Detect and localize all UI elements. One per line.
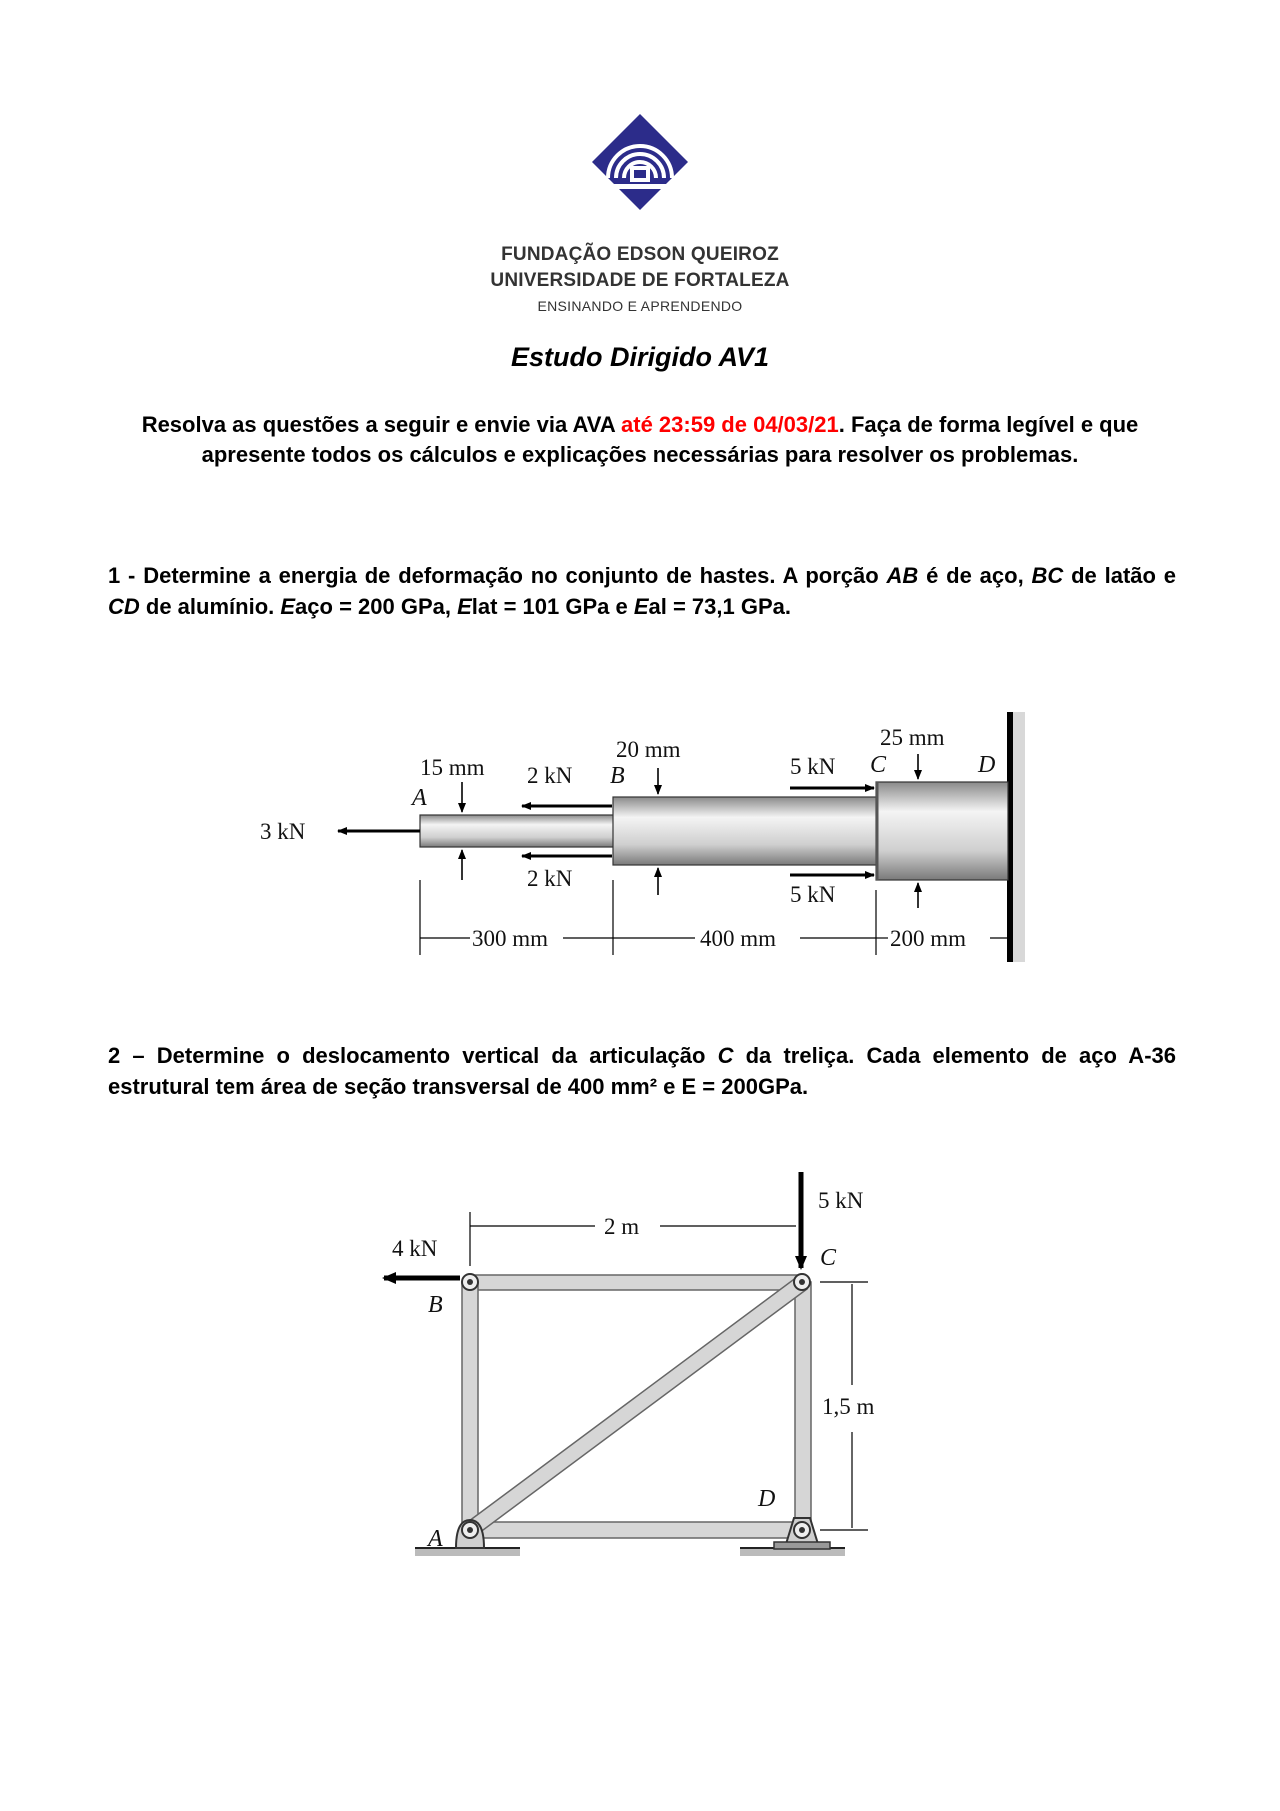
label-point-a: A [428, 1526, 443, 1552]
member-cd [795, 1282, 811, 1530]
rod-ab [420, 815, 615, 847]
q1-text-3: de latão e [1063, 563, 1177, 588]
label-load-b: 4 kN [392, 1236, 438, 1261]
label-d-cd: 25 mm [880, 725, 945, 750]
university-logo [590, 112, 690, 232]
question-2 [108, 1040, 1176, 1102]
org-line-2: UNIVERSIDADE DE FORTALEZA [490, 270, 790, 291]
label-load-a: 3 kN [260, 819, 306, 844]
label-load-c-top: 5 kN [790, 754, 836, 779]
label-point-a: A [412, 785, 427, 811]
member-ad [470, 1522, 802, 1538]
member-ab [462, 1282, 478, 1530]
member-bc [470, 1275, 802, 1290]
org-line-1: FUNDAÇÃO EDSON QUEIROZ [501, 244, 779, 265]
instructions-part1: Resolva as questões a seguir e envie via AVA [141, 412, 622, 437]
deadline: até 23:59 de 04/03/21 [621, 412, 839, 437]
q1-e3: E [633, 594, 649, 619]
label-width: 2 m [604, 1214, 640, 1239]
rod-cd [876, 782, 1008, 880]
label-len-ab: 300 mm [472, 926, 549, 951]
figure-1-rod-assembly [250, 700, 1040, 980]
q1-text-4: de alumínio. [139, 594, 281, 619]
q1-text-5: aço = 200 GPa, [295, 594, 458, 619]
q1-e2: E [457, 594, 472, 619]
label-d-ab: 15 mm [420, 755, 485, 780]
label-load-c-bottom: 5 kN [790, 882, 836, 907]
q1-ab: AB [886, 563, 919, 588]
q1-text-1: 1 - Determine a energia de deformação no conjunto de hastes. A porção [108, 563, 887, 588]
label-point-b: B [428, 1292, 443, 1318]
label-load-c: 5 kN [818, 1188, 864, 1213]
q1-text-7: al = 73,1 GPa. [648, 594, 791, 619]
label-point-c: C [820, 1245, 837, 1271]
label-d-bc: 20 mm [616, 737, 681, 762]
q2-text-1: 2 – Determine o deslocamento vertical da articulação [108, 1043, 718, 1068]
label-point-d: D [978, 752, 996, 778]
question-1 [108, 560, 1176, 622]
q1-bc: BC [1031, 563, 1064, 588]
label-point-b: B [610, 763, 625, 789]
label-load-b-top: 2 kN [527, 763, 573, 788]
label-point-c: C [870, 752, 887, 778]
instructions-part2: . Faça de forma legível e que apresente todos os cálculos e explicações necessárias para resolver os problemas. [201, 412, 1139, 467]
label-load-b-bottom: 2 kN [527, 866, 573, 891]
q1-text-2: é de aço, [918, 563, 1032, 588]
instructions [110, 410, 1170, 470]
rod-bc [613, 797, 878, 865]
q2-c: C [717, 1043, 734, 1068]
org-line-3: ENSINANDO E APRENDENDO [537, 298, 743, 314]
figure-2-truss [370, 1160, 890, 1600]
label-len-bc: 400 mm [700, 926, 777, 951]
member-ac [465, 1277, 807, 1536]
page-title: Estudo Dirigido AV1 [510, 342, 769, 372]
label-height: 1,5 m [822, 1394, 875, 1419]
label-point-d: D [758, 1486, 776, 1512]
label-len-cd: 200 mm [890, 926, 967, 951]
q1-cd: CD [108, 594, 140, 619]
q1-text-6: lat = 101 GPa e [471, 594, 634, 619]
q1-e1: E [280, 594, 296, 619]
q2-text-2: da treliça. Cada elemento de aço A-36 estrutural tem área de seção transversal de 400 mm² e E = 200GPa. [108, 1043, 1176, 1099]
